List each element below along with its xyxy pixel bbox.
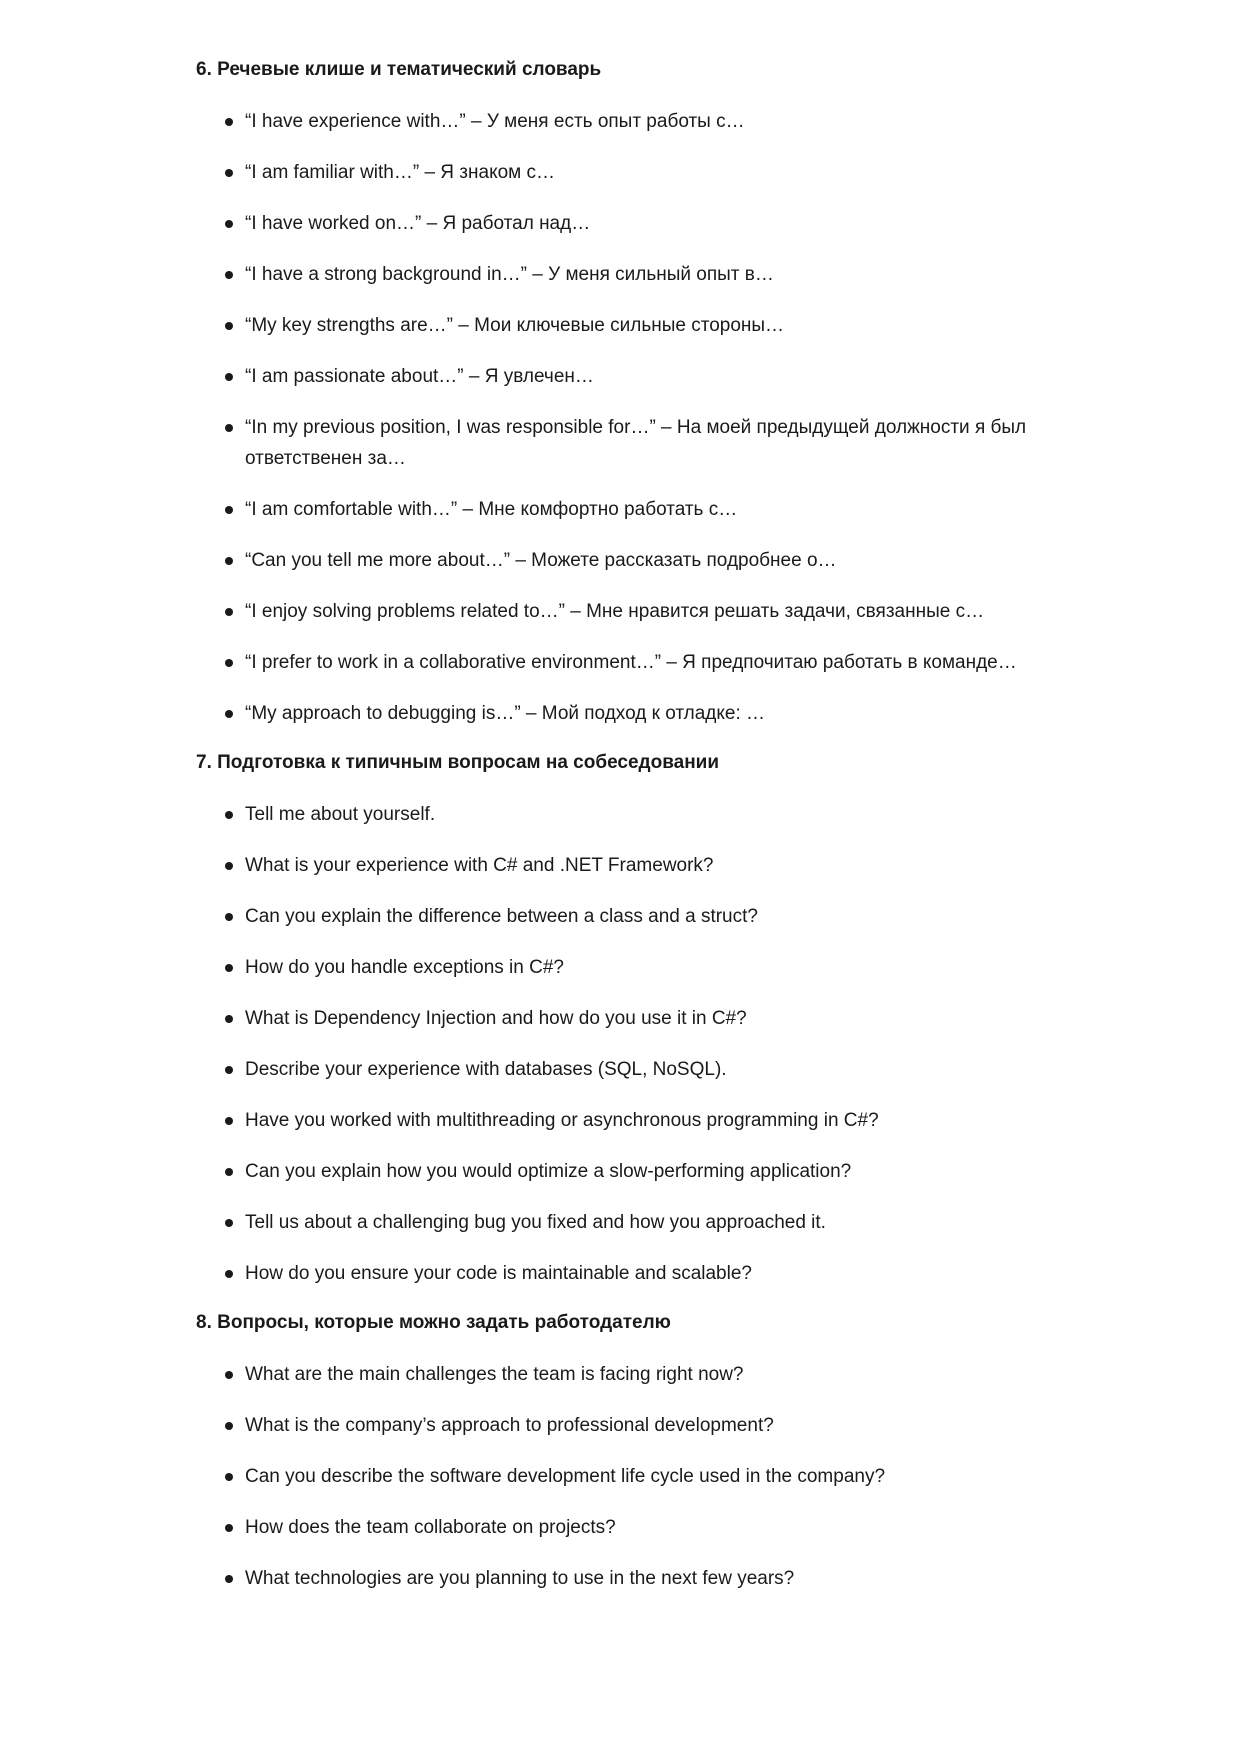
list-item (196, 850, 1076, 881)
bullet-icon (225, 1524, 233, 1532)
bullet-icon (225, 1575, 233, 1583)
list-item (196, 412, 1076, 474)
list-item-text: “My key strengths are…” – Мои ключевые сильные стороны… (245, 315, 785, 336)
bullet-icon (225, 169, 233, 177)
bullet-icon (225, 913, 233, 921)
list-item-text: “My approach to debugging is…” – Мой подход к отладке: … (245, 703, 766, 724)
list-item (196, 545, 1076, 576)
list-item-text: “I have worked on…” – Я работал над… (245, 213, 591, 234)
list-item-text: How does the team collaborate on projects? (245, 1517, 616, 1538)
list-item-text: “I enjoy solving problems related to…” – Мне нравится решать задачи, связанные с… (245, 601, 985, 622)
bullet-icon (225, 373, 233, 381)
list-item (196, 1258, 1076, 1289)
list-item (196, 157, 1076, 188)
bullet-icon (225, 271, 233, 279)
list-item (196, 1461, 1076, 1492)
bullet-icon (225, 118, 233, 126)
list-item (196, 1156, 1076, 1187)
section-heading: 8. Вопросы, которые можно задать работодателю (196, 1312, 671, 1333)
list-item-text: “I have experience with…” – У меня есть опыт работы с… (245, 111, 745, 132)
list-item (196, 647, 1076, 678)
list-item (196, 310, 1076, 341)
list-item-text: Tell us about a challenging bug you fixed and how you approached it. (245, 1212, 826, 1233)
bullet-icon (225, 424, 233, 432)
section-heading: 6. Речевые клише и тематический словарь (196, 59, 602, 80)
list-item (196, 1003, 1076, 1034)
list-item-text: What is your experience with C# and .NET Framework? (245, 855, 714, 876)
list-item-text: Can you explain the difference between a class and a struct? (245, 906, 758, 927)
list-item-text: Can you explain how you would optimize a slow-performing application? (245, 1161, 852, 1182)
list-item-text: “I prefer to work in a collaborative environment…” – Я предпочитаю работать в команде… (245, 652, 1017, 673)
list-item-text: “I have a strong background in…” – У меня сильный опыт в… (245, 264, 774, 285)
section-questions-for-employer (196, 1309, 1076, 1594)
bullet-icon (225, 710, 233, 718)
list-item (196, 494, 1076, 525)
bullet-icon (225, 1270, 233, 1278)
bullet-icon (225, 1371, 233, 1379)
bullet-icon (225, 811, 233, 819)
bullet-icon (225, 1422, 233, 1430)
bullet-icon (225, 1473, 233, 1481)
list-item-text: Describe your experience with databases (SQL, NoSQL). (245, 1059, 727, 1080)
bullet-icon (225, 964, 233, 972)
list-item-text: What is the company’s approach to professional development? (245, 1415, 774, 1436)
list-item-text: Tell me about yourself. (245, 804, 436, 825)
list-item (196, 952, 1076, 983)
list-item-text: How do you ensure your code is maintainable and scalable? (245, 1263, 752, 1284)
section-speech-cliches (196, 56, 1076, 729)
section-interview-questions (196, 749, 1076, 1289)
list-item-text: “I am comfortable with…” – Мне комфортно работать с… (245, 499, 738, 520)
bullet-icon (225, 1117, 233, 1125)
bullet-icon (225, 1168, 233, 1176)
list-item (196, 596, 1076, 627)
list-item (196, 1207, 1076, 1238)
bullet-list (196, 799, 1076, 1289)
list-item-text: What technologies are you planning to use in the next few years? (245, 1568, 795, 1589)
bullet-icon (225, 608, 233, 616)
bullet-icon (225, 659, 233, 667)
list-item (196, 208, 1076, 239)
bullet-icon (225, 506, 233, 514)
bullet-icon (225, 1066, 233, 1074)
section-heading: 7. Подготовка к типичным вопросам на собеседовании (196, 752, 720, 773)
list-item (196, 901, 1076, 932)
list-item (196, 259, 1076, 290)
list-item (196, 698, 1076, 729)
bullet-icon (225, 220, 233, 228)
list-item-text: What is Dependency Injection and how do you use it in C#? (245, 1008, 747, 1029)
list-item-text: Have you worked with multithreading or asynchronous programming in C#? (245, 1110, 879, 1131)
bullet-icon (225, 1219, 233, 1227)
list-item (196, 1054, 1076, 1085)
list-item-text: “I am familiar with…” – Я знаком с… (245, 162, 556, 183)
list-item (196, 106, 1076, 137)
list-item (196, 1105, 1076, 1136)
bullet-icon (225, 1015, 233, 1023)
list-item-text: How do you handle exceptions in C#? (245, 957, 564, 978)
bullet-list (196, 1359, 1076, 1594)
list-item (196, 1512, 1076, 1543)
list-item (196, 361, 1076, 392)
list-item-text: “Can you tell me more about…” – Можете рассказать подробнее о… (245, 550, 837, 571)
list-item (196, 799, 1076, 830)
list-item (196, 1410, 1076, 1441)
list-item-text: “In my previous position, I was responsible for…” – На моей предыдущей должности я был ответственен за… (245, 417, 1027, 469)
bullet-list (196, 106, 1076, 729)
list-item (196, 1563, 1076, 1594)
bullet-icon (225, 557, 233, 565)
list-item-text: Can you describe the software development life cycle used in the company? (245, 1466, 886, 1487)
bullet-icon (225, 862, 233, 870)
bullet-icon (225, 322, 233, 330)
list-item-text: “I am passionate about…” – Я увлечен… (245, 366, 594, 387)
list-item (196, 1359, 1076, 1390)
document-page (196, 56, 1076, 1614)
list-item-text: What are the main challenges the team is facing right now? (245, 1364, 744, 1385)
